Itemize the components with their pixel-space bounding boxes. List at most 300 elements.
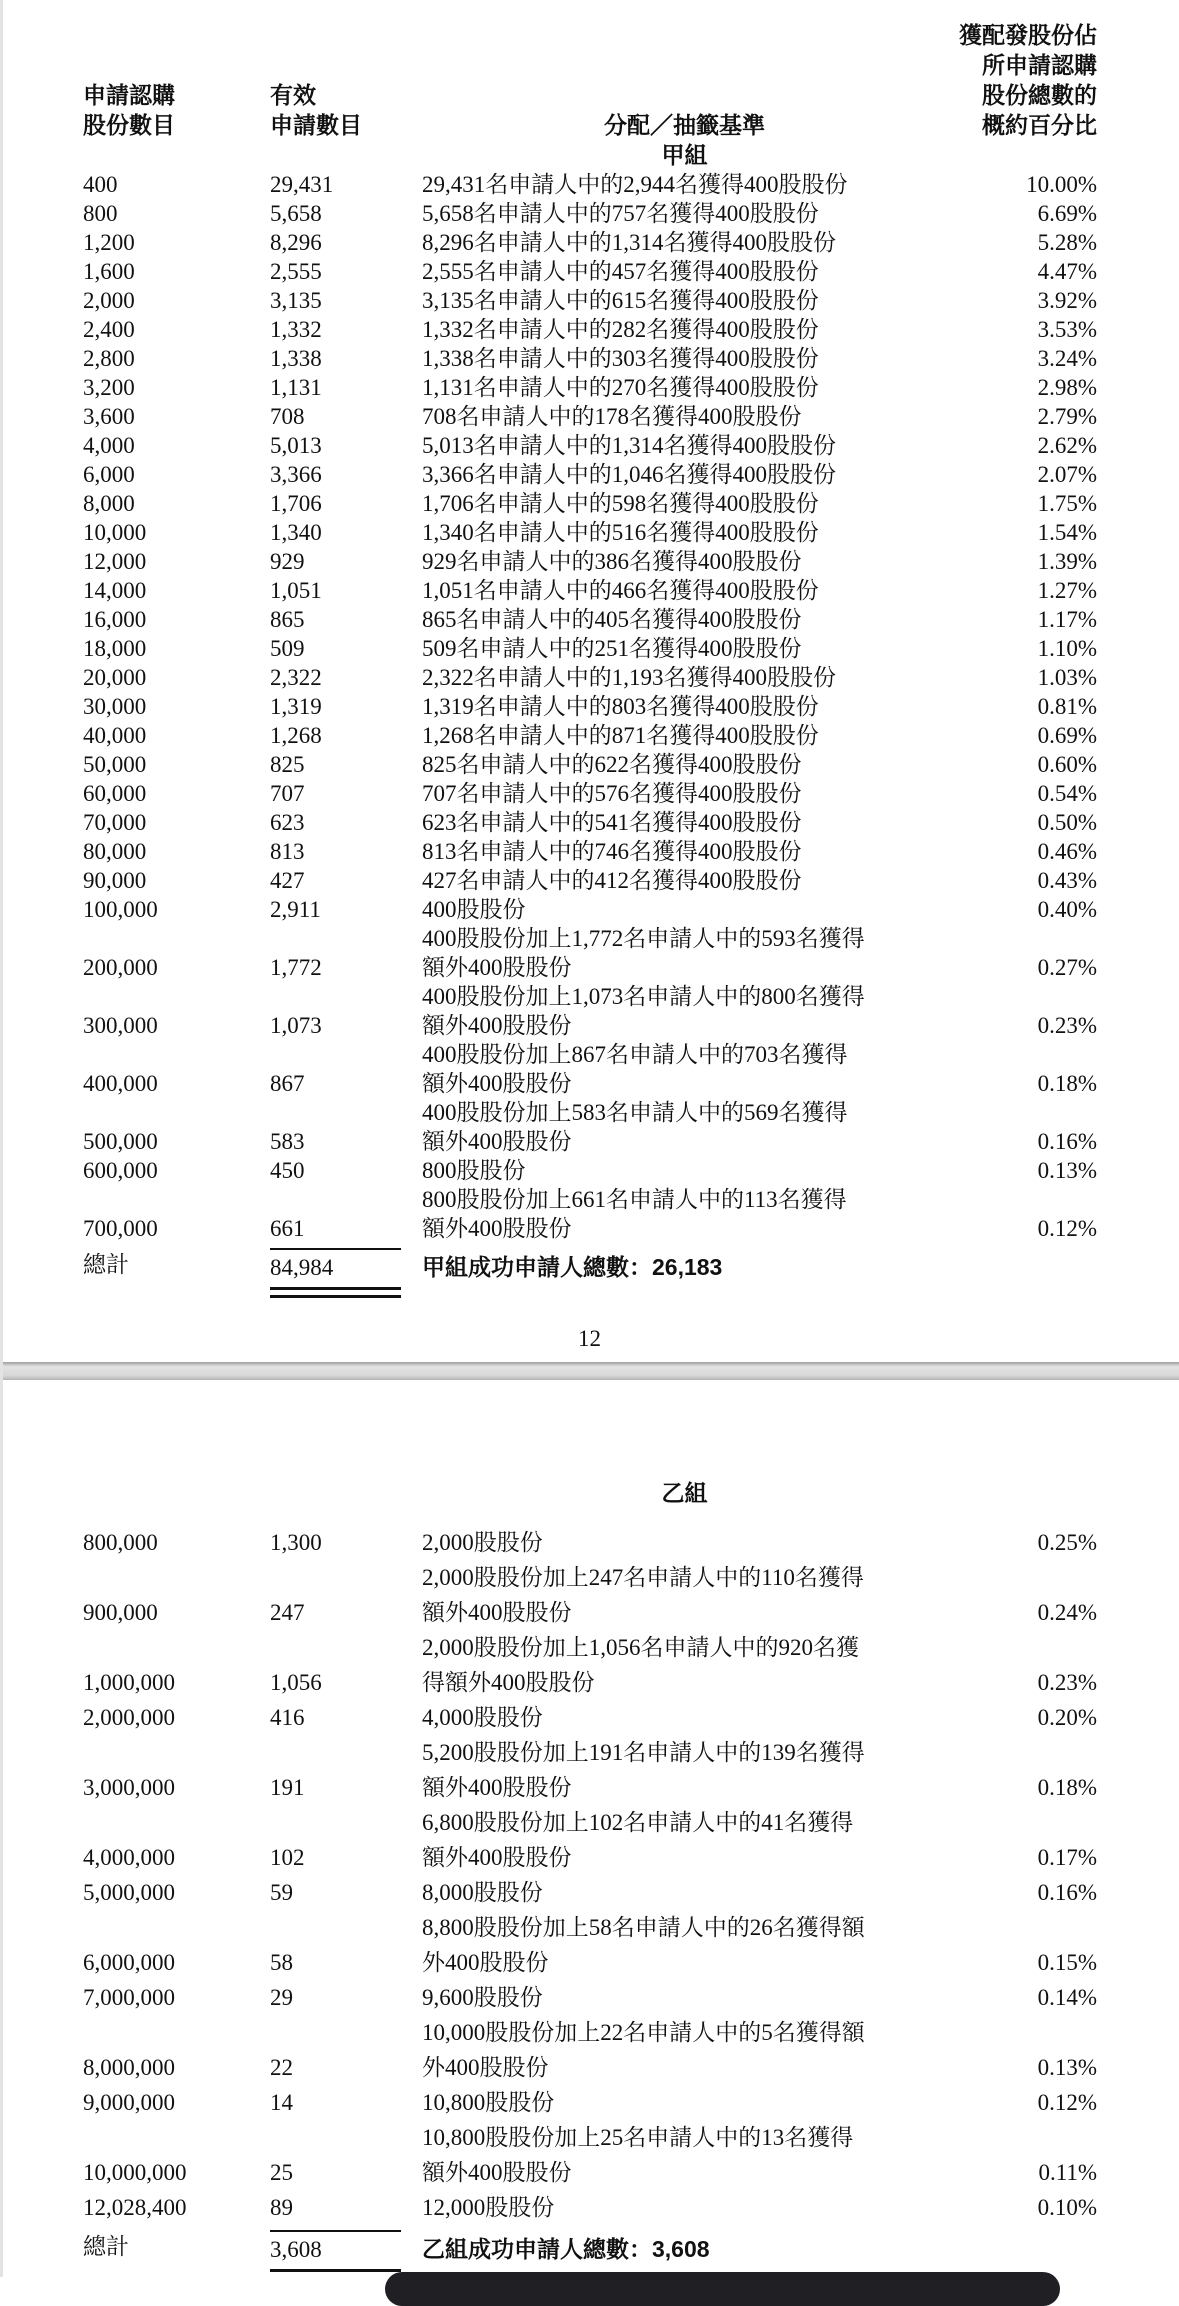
basis-cell — [422, 315, 947, 344]
basis-line: 865名申請人中的405名獲得400股股份 — [422, 607, 802, 632]
header-valid-applications — [270, 80, 422, 140]
percentage-cell: 1.39% — [1037, 549, 1097, 574]
percentage-cell: 0.23% — [1037, 1670, 1097, 1695]
basis-cell — [422, 1805, 947, 1875]
basis-line: 400股股份加上867名申請人中的703名獲得 — [422, 1042, 848, 1067]
basis-cell — [422, 779, 947, 808]
basis-line: 12,000股股份 — [422, 2195, 555, 2220]
basis-cell — [422, 1875, 947, 1910]
table-header — [0, 0, 1179, 140]
percentage-cell: 0.20% — [1037, 1705, 1097, 1730]
percentage-cell: 0.24% — [1037, 1600, 1097, 1625]
basis-line: 800股股份加上661名申請人中的113名獲得 — [422, 1187, 847, 1212]
subscribed-shares-cell: 18,000 — [83, 636, 147, 661]
header-line: 股份數目 — [83, 112, 175, 138]
page-number: 12 — [578, 1326, 601, 1351]
basis-line: 額外400股股份 — [422, 1600, 572, 1625]
basis-line: 8,800股股份加上58名申請人中的26名獲得額 — [422, 1915, 865, 1940]
header-line: 股份總數的 — [982, 82, 1097, 108]
table-row — [0, 1525, 1179, 1560]
basis-cell — [422, 1185, 947, 1243]
subscribed-shares-cell: 5,000,000 — [83, 1880, 175, 1905]
table-row — [0, 837, 1179, 866]
subscribed-shares-cell: 12,000 — [83, 549, 147, 574]
table-row — [0, 1185, 1179, 1243]
total-applications-value: 3,608 — [270, 2237, 322, 2262]
group-b-label: 乙組 — [661, 1480, 708, 1506]
valid-applications-cell: 247 — [270, 1600, 305, 1625]
basis-cell — [422, 924, 947, 982]
table-row — [0, 924, 1179, 982]
percentage-cell: 2.62% — [1037, 433, 1097, 458]
percentage-cell: 0.18% — [1037, 1071, 1097, 1096]
basis-line: 額外400股股份 — [422, 955, 572, 980]
percentage-cell: 1.10% — [1037, 636, 1097, 661]
basis-cell — [422, 2015, 947, 2085]
basis-line: 得額外400股股份 — [422, 1670, 595, 1695]
basis-cell — [422, 460, 947, 489]
subscribed-shares-cell: 50,000 — [83, 752, 147, 777]
basis-cell — [422, 1098, 947, 1156]
subscribed-shares-cell: 400,000 — [83, 1071, 158, 1096]
valid-applications-cell: 102 — [270, 1845, 305, 1870]
basis-line: 813名申請人中的746名獲得400股股份 — [422, 839, 802, 864]
subscribed-shares-cell: 14,000 — [83, 578, 147, 603]
percentage-cell: 0.17% — [1037, 1845, 1097, 1870]
table-row — [0, 750, 1179, 779]
basis-cell — [422, 1980, 947, 2015]
basis-line: 1,332名申請人中的282名獲得400股股份 — [422, 317, 819, 342]
subscribed-shares-cell: 900,000 — [83, 1600, 158, 1625]
subscribed-shares-cell: 700,000 — [83, 1216, 158, 1241]
table-row — [0, 199, 1179, 228]
percentage-cell: 5.28% — [1037, 230, 1097, 255]
subscribed-shares-cell: 1,600 — [83, 259, 135, 284]
valid-applications-cell: 89 — [270, 2195, 293, 2220]
document-page-13 — [0, 1380, 1179, 2277]
basis-line: 8,296名申請人中的1,314名獲得400股股份 — [422, 230, 836, 255]
valid-applications-cell: 59 — [270, 1880, 293, 1905]
subscribed-shares-cell: 100,000 — [83, 897, 158, 922]
basis-cell — [422, 170, 947, 199]
table-row — [0, 373, 1179, 402]
header-line: 所申請認購 — [982, 52, 1097, 78]
valid-applications-cell: 708 — [270, 404, 305, 429]
basis-cell — [422, 634, 947, 663]
basis-cell — [422, 257, 947, 286]
basis-line: 825名申請人中的622名獲得400股股份 — [422, 752, 802, 777]
percentage-cell: 0.14% — [1037, 1985, 1097, 2010]
valid-applications-cell: 14 — [270, 2090, 293, 2115]
header-subscribed-shares — [83, 80, 270, 140]
header-percentage — [947, 20, 1097, 140]
percentage-cell: 0.54% — [1037, 781, 1097, 806]
valid-applications-cell: 623 — [270, 810, 305, 835]
basis-cell — [422, 1910, 947, 1980]
valid-applications-cell: 1,268 — [270, 723, 322, 748]
subscribed-shares-cell: 16,000 — [83, 607, 147, 632]
percentage-cell: 0.16% — [1037, 1880, 1097, 1905]
basis-line: 400股股份加上583名申請人中的569名獲得 — [422, 1100, 848, 1125]
subscribed-shares-cell: 10,000 — [83, 520, 147, 545]
header-line: 有效 — [270, 82, 316, 108]
basis-cell — [422, 1630, 947, 1700]
percentage-cell: 0.13% — [1037, 1158, 1097, 1183]
table-row — [0, 982, 1179, 1040]
basis-cell — [422, 692, 947, 721]
valid-applications-cell: 1,706 — [270, 491, 322, 516]
valid-applications-cell: 1,332 — [270, 317, 322, 342]
valid-applications-cell: 707 — [270, 781, 305, 806]
basis-cell — [422, 808, 947, 837]
subscribed-shares-cell: 1,000,000 — [83, 1670, 175, 1695]
valid-applications-cell: 1,340 — [270, 520, 322, 545]
percentage-cell: 3.24% — [1037, 346, 1097, 371]
table-row — [0, 1980, 1179, 2015]
percentage-cell: 4.47% — [1037, 259, 1097, 284]
valid-applications-cell: 1,073 — [270, 1013, 322, 1038]
basis-line: 623名申請人中的541名獲得400股股份 — [422, 810, 802, 835]
total-value-stack — [270, 2225, 422, 2277]
basis-line: 5,200股股份加上191名申請人中的139名獲得 — [422, 1740, 865, 1765]
basis-line: 2,000股股份加上1,056名申請人中的920名獲 — [422, 1635, 859, 1660]
percentage-cell: 0.81% — [1037, 694, 1097, 719]
table-row — [0, 257, 1179, 286]
basis-line: 額外400股股份 — [422, 2160, 572, 2185]
percentage-cell: 0.23% — [1037, 1013, 1097, 1038]
basis-line: 1,319名申請人中的803名獲得400股股份 — [422, 694, 819, 719]
valid-applications-cell: 661 — [270, 1216, 305, 1241]
percentage-cell: 6.69% — [1037, 201, 1097, 226]
basis-cell — [422, 750, 947, 779]
percentage-cell: 2.98% — [1037, 375, 1097, 400]
double-rule — [270, 2269, 401, 2277]
valid-applications-cell: 1,772 — [270, 955, 322, 980]
table-row — [0, 2120, 1179, 2190]
basis-cell — [422, 2190, 947, 2225]
percentage-cell: 1.75% — [1037, 491, 1097, 516]
valid-applications-cell: 509 — [270, 636, 305, 661]
table-row — [0, 1875, 1179, 1910]
valid-applications-cell: 929 — [270, 549, 305, 574]
table-row — [0, 431, 1179, 460]
subscribed-shares-cell: 10,000,000 — [83, 2160, 187, 2185]
table-row — [0, 1805, 1179, 1875]
valid-applications-cell: 1,056 — [270, 1670, 322, 1695]
subscribed-shares-cell: 300,000 — [83, 1013, 158, 1038]
percentage-cell: 0.50% — [1037, 810, 1097, 835]
table-row — [0, 460, 1179, 489]
subscribed-shares-cell: 500,000 — [83, 1129, 158, 1154]
basis-line: 10,800股股份加上25名申請人中的13名獲得 — [422, 2125, 854, 2150]
basis-cell — [422, 663, 947, 692]
valid-applications-cell: 25 — [270, 2160, 293, 2185]
basis-cell — [422, 286, 947, 315]
basis-cell — [422, 431, 947, 460]
group-b-success-note: 乙組成功申請人總數：3,608 — [422, 2236, 710, 2262]
header-allotment-basis: 分配／抽籤基準 — [604, 112, 765, 138]
basis-line: 800股股份 — [422, 1158, 526, 1183]
basis-line: 29,431名申請人中的2,944名獲得400股股份 — [422, 172, 848, 197]
subscribed-shares-cell: 40,000 — [83, 723, 147, 748]
basis-line: 4,000股股份 — [422, 1705, 543, 1730]
valid-applications-cell: 22 — [270, 2055, 293, 2080]
percentage-cell: 0.25% — [1037, 1530, 1097, 1555]
table-row — [0, 1735, 1179, 1805]
subscribed-shares-cell: 2,000 — [83, 288, 135, 313]
header-line: 獲配發股份佔 — [959, 22, 1097, 48]
valid-applications-cell: 583 — [270, 1129, 305, 1154]
basis-cell — [422, 1735, 947, 1805]
basis-line: 額外400股股份 — [422, 1845, 572, 1870]
percentage-cell: 0.60% — [1037, 752, 1097, 777]
percentage-cell: 2.07% — [1037, 462, 1097, 487]
table-row — [0, 1910, 1179, 1980]
subscribed-shares-cell: 2,400 — [83, 317, 135, 342]
valid-applications-cell: 3,135 — [270, 288, 322, 313]
percentage-cell: 0.12% — [1037, 1216, 1097, 1241]
basis-line: 外400股股份 — [422, 2055, 549, 2080]
subscribed-shares-cell: 800,000 — [83, 1530, 158, 1555]
basis-cell — [422, 1560, 947, 1630]
valid-applications-cell: 3,366 — [270, 462, 322, 487]
percentage-cell: 3.53% — [1037, 317, 1097, 342]
valid-applications-cell: 29,431 — [270, 172, 334, 197]
table-row — [0, 547, 1179, 576]
subscribed-shares-cell: 3,000,000 — [83, 1775, 175, 1800]
basis-line: 1,131名申請人中的270名獲得400股股份 — [422, 375, 819, 400]
group-b-total-row — [0, 2225, 1179, 2277]
table-row — [0, 605, 1179, 634]
basis-cell — [422, 837, 947, 866]
table-row — [0, 576, 1179, 605]
subscribed-shares-cell: 7,000,000 — [83, 1985, 175, 2010]
table-row — [0, 1040, 1179, 1098]
basis-line: 額外400股股份 — [422, 1216, 572, 1241]
basis-cell — [422, 1525, 947, 1560]
table-row — [0, 315, 1179, 344]
basis-cell — [422, 576, 947, 605]
basis-line: 外400股股份 — [422, 1950, 549, 1975]
table-row — [0, 489, 1179, 518]
valid-applications-cell: 2,322 — [270, 665, 322, 690]
basis-line: 6,800股股份加上102名申請人中的41名獲得 — [422, 1810, 854, 1835]
percentage-cell: 0.15% — [1037, 1950, 1097, 1975]
percentage-cell: 0.11% — [1038, 2160, 1097, 2185]
subscribed-shares-cell: 70,000 — [83, 810, 147, 835]
subscribed-shares-cell: 3,600 — [83, 404, 135, 429]
basis-line: 額外400股股份 — [422, 1071, 572, 1096]
table-row — [0, 170, 1179, 199]
table-row — [0, 779, 1179, 808]
percentage-cell: 1.54% — [1037, 520, 1097, 545]
subscribed-shares-cell: 4,000,000 — [83, 1845, 175, 1870]
basis-line: 1,340名申請人中的516名獲得400股股份 — [422, 520, 819, 545]
basis-cell — [422, 982, 947, 1040]
percentage-cell: 2.79% — [1037, 404, 1097, 429]
basis-cell — [422, 866, 947, 895]
subscribed-shares-cell: 4,000 — [83, 433, 135, 458]
percentage-cell: 0.10% — [1037, 2195, 1097, 2220]
page-separator — [0, 1362, 1179, 1380]
group-a-total-row — [0, 1243, 1179, 1298]
group-a-heading-row — [0, 140, 1179, 170]
basis-cell — [422, 721, 947, 750]
group-b-rows — [0, 1525, 1179, 2225]
table-row — [0, 866, 1179, 895]
group-a-label: 甲組 — [661, 142, 708, 168]
table-row — [0, 895, 1179, 924]
basis-line: 額外400股股份 — [422, 1129, 572, 1154]
valid-applications-cell: 58 — [270, 1950, 293, 1975]
valid-applications-cell: 2,555 — [270, 259, 322, 284]
basis-cell — [422, 1700, 947, 1735]
valid-applications-cell: 416 — [270, 1705, 305, 1730]
double-rule — [270, 1287, 401, 1298]
basis-line: 1,268名申請人中的871名獲得400股股份 — [422, 723, 819, 748]
header-line: 申請數目 — [270, 112, 362, 138]
table-row — [0, 808, 1179, 837]
percentage-cell: 0.27% — [1037, 955, 1097, 980]
single-rule — [270, 2230, 401, 2232]
percentage-cell: 0.13% — [1037, 2055, 1097, 2080]
basis-line: 額外400股股份 — [422, 1775, 572, 1800]
valid-applications-cell: 813 — [270, 839, 305, 864]
percentage-cell: 1.27% — [1037, 578, 1097, 603]
table-row — [0, 344, 1179, 373]
valid-applications-cell: 29 — [270, 1985, 293, 2010]
basis-line: 2,322名申請人中的1,193名獲得400股股份 — [422, 665, 836, 690]
total-label: 總計 — [83, 2234, 129, 2259]
valid-applications-cell: 1,300 — [270, 1530, 322, 1555]
percentage-cell: 0.40% — [1037, 897, 1097, 922]
percentage-cell: 0.12% — [1037, 2090, 1097, 2115]
table-row — [0, 1156, 1179, 1185]
basis-cell — [422, 373, 947, 402]
basis-line: 2,555名申請人中的457名獲得400股股份 — [422, 259, 819, 284]
basis-line: 2,000股股份加上247名申請人中的110名獲得 — [422, 1565, 864, 1590]
single-rule — [270, 1248, 401, 1250]
percentage-cell: 0.69% — [1037, 723, 1097, 748]
basis-line: 929名申請人中的386名獲得400股股份 — [422, 549, 802, 574]
basis-line: 400股股份 — [422, 897, 526, 922]
subscribed-shares-cell: 8,000,000 — [83, 2055, 175, 2080]
basis-cell — [422, 547, 947, 576]
subscribed-shares-cell: 30,000 — [83, 694, 147, 719]
subscribed-shares-cell: 90,000 — [83, 868, 147, 893]
table-row — [0, 692, 1179, 721]
subscribed-shares-cell: 8,000 — [83, 491, 135, 516]
total-label: 總計 — [83, 1252, 129, 1277]
basis-line: 5,013名申請人中的1,314名獲得400股股份 — [422, 433, 836, 458]
table-row — [0, 286, 1179, 315]
basis-line: 9,600股股份 — [422, 1985, 543, 2010]
table-row — [0, 634, 1179, 663]
percentage-cell: 0.46% — [1037, 839, 1097, 864]
basis-line: 509名申請人中的251名獲得400股股份 — [422, 636, 802, 661]
subscribed-shares-cell: 3,200 — [83, 375, 135, 400]
basis-cell — [422, 2120, 947, 2190]
basis-line: 2,000股股份 — [422, 1530, 543, 1555]
basis-cell — [422, 344, 947, 373]
basis-line: 額外400股股份 — [422, 1013, 572, 1038]
basis-cell — [422, 402, 947, 431]
basis-cell — [422, 1156, 947, 1185]
basis-line: 8,000股股份 — [422, 1880, 543, 1905]
basis-line: 400股股份加上1,073名申請人中的800名獲得 — [422, 984, 865, 1009]
percentage-cell: 1.17% — [1037, 607, 1097, 632]
subscribed-shares-cell: 60,000 — [83, 781, 147, 806]
basis-cell — [422, 489, 947, 518]
valid-applications-cell: 450 — [270, 1158, 305, 1183]
valid-applications-cell: 1,051 — [270, 578, 322, 603]
basis-line: 1,706名申請人中的598名獲得400股股份 — [422, 491, 819, 516]
basis-cell — [422, 895, 947, 924]
basis-line: 427名申請人中的412名獲得400股股份 — [422, 868, 802, 893]
table-row — [0, 228, 1179, 257]
table-row — [0, 402, 1179, 431]
basis-cell — [422, 2085, 947, 2120]
basis-line: 1,051名申請人中的466名獲得400股股份 — [422, 578, 819, 603]
subscribed-shares-cell: 20,000 — [83, 665, 147, 690]
valid-applications-cell: 191 — [270, 1775, 305, 1800]
valid-applications-cell: 5,013 — [270, 433, 322, 458]
valid-applications-cell: 1,319 — [270, 694, 322, 719]
subscribed-shares-cell: 80,000 — [83, 839, 147, 864]
valid-applications-cell: 2,911 — [270, 897, 321, 922]
group-a-success-note: 甲組成功申請人總數：26,183 — [422, 1254, 723, 1280]
valid-applications-cell: 1,131 — [270, 375, 322, 400]
table-row — [0, 663, 1179, 692]
total-value-stack — [270, 1243, 422, 1298]
table-row — [0, 2015, 1179, 2085]
table-row — [0, 1630, 1179, 1700]
basis-line: 3,366名申請人中的1,046名獲得400股股份 — [422, 462, 836, 487]
basis-line: 1,338名申請人中的303名獲得400股股份 — [422, 346, 819, 371]
basis-cell — [422, 518, 947, 547]
percentage-cell: 0.18% — [1037, 1775, 1097, 1800]
percentage-cell: 3.92% — [1037, 288, 1097, 313]
valid-applications-cell: 5,658 — [270, 201, 322, 226]
header-line: 概約百分比 — [982, 112, 1097, 138]
valid-applications-cell: 867 — [270, 1071, 305, 1096]
basis-cell — [422, 605, 947, 634]
table-row — [0, 2085, 1179, 2120]
group-b-heading-row — [0, 1380, 1179, 1525]
subscribed-shares-cell: 9,000,000 — [83, 2090, 175, 2115]
subscribed-shares-cell: 1,200 — [83, 230, 135, 255]
percentage-cell: 0.43% — [1037, 868, 1097, 893]
basis-line: 707名申請人中的576名獲得400股股份 — [422, 781, 802, 806]
subscribed-shares-cell: 6,000,000 — [83, 1950, 175, 1975]
basis-cell — [422, 228, 947, 257]
subscribed-shares-cell: 6,000 — [83, 462, 135, 487]
subscribed-shares-cell: 12,028,400 — [83, 2195, 187, 2220]
subscribed-shares-cell: 400 — [83, 172, 118, 197]
subscribed-shares-cell: 2,000,000 — [83, 1705, 175, 1730]
basis-cell — [422, 199, 947, 228]
basis-cell — [422, 1040, 947, 1098]
percentage-cell: 0.16% — [1037, 1129, 1097, 1154]
subscribed-shares-cell: 2,800 — [83, 346, 135, 371]
basis-line: 400股股份加上1,772名申請人中的593名獲得 — [422, 926, 865, 951]
basis-line: 10,800股股份 — [422, 2090, 555, 2115]
total-applications-value: 84,984 — [270, 1255, 334, 1280]
table-row — [0, 2190, 1179, 2225]
basis-line: 5,658名申請人中的757名獲得400股股份 — [422, 201, 819, 226]
bottom-toolbar-bar[interactable] — [385, 2272, 1060, 2306]
header-line: 申請認購 — [83, 82, 175, 108]
